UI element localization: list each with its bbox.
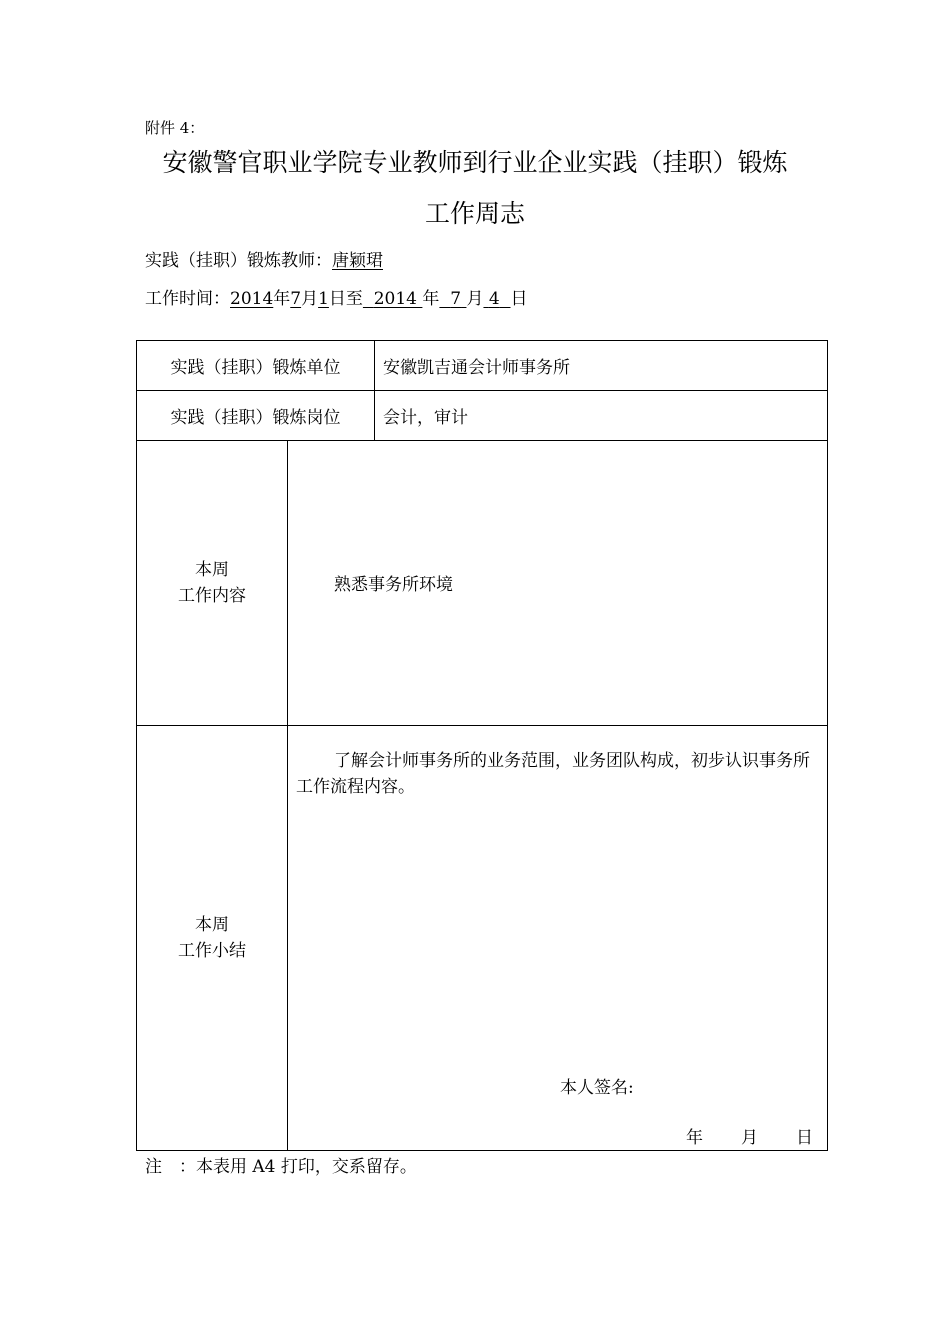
start-month: 7 [290, 289, 302, 309]
date-month: 月 [741, 1128, 758, 1148]
content-label-line1: 本周 [195, 560, 229, 580]
signature-date [686, 1123, 813, 1148]
month-char: 月 [301, 289, 319, 309]
content-label [137, 441, 288, 726]
content-cell [288, 441, 828, 726]
month-char: 月 [466, 289, 484, 309]
teacher-name: 唐颖珺 [332, 251, 383, 271]
unit-value: 安徽凯吉通会计师事务所 [375, 341, 828, 391]
date-day: 日 [796, 1128, 813, 1148]
end-year-field [363, 289, 422, 309]
summary-label [137, 726, 288, 1151]
summary-row [137, 726, 828, 1151]
year-char: 年 [273, 289, 291, 309]
period-label: 工作时间： [145, 289, 230, 309]
footnote: 注 ：本表用 A4 打印，交系留存。 [145, 1157, 417, 1177]
start-year: 2014 [230, 289, 274, 309]
post-value: 会计，审计 [375, 391, 828, 441]
signature-label: 本人签名: [560, 1078, 634, 1098]
end-year: 2014 [373, 289, 417, 309]
teacher-line [145, 246, 383, 271]
summary-value: 了解会计师事务所的业务范围，业务团队构成，初步认识事务所工作流程内容。 [296, 751, 810, 797]
end-day-field [483, 289, 510, 309]
end-month-field [439, 289, 466, 309]
end-month: 7 [450, 289, 462, 309]
post-label: 实践（挂职）锻炼岗位 [137, 391, 375, 441]
content-value: 熟悉事务所环境 [334, 575, 453, 595]
summary-label-line1: 本周 [195, 915, 229, 935]
work-period-line [145, 284, 528, 309]
summary-cell [288, 726, 828, 1151]
date-year: 年 [686, 1128, 703, 1148]
day-char: 日 [510, 289, 528, 309]
summary-label-line2: 工作小结 [178, 941, 246, 961]
content-row [137, 441, 828, 726]
to-text: 日至 [328, 289, 363, 309]
unit-label: 实践（挂职）锻炼单位 [137, 341, 375, 391]
content-label-line2: 工作内容 [178, 586, 246, 606]
teacher-label: 实践（挂职）锻炼教师： [145, 251, 332, 271]
start-day: 1 [318, 289, 329, 309]
end-day: 4 [488, 289, 500, 309]
unit-row [137, 341, 828, 391]
page-title-line1: 安徽警官职业学院专业教师到行业企业实践（挂职）锻炼 [162, 148, 788, 177]
post-row [137, 391, 828, 441]
attachment-label: 附件 4： [145, 119, 205, 137]
year-char: 年 [422, 289, 440, 309]
weekly-log-table [136, 340, 828, 1151]
page-title-line2: 工作周志 [424, 199, 525, 228]
